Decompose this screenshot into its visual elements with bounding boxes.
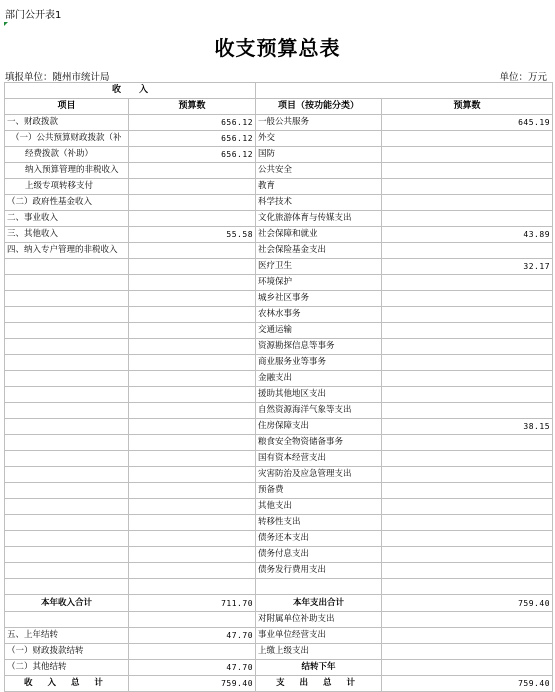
table-body [5,115,553,595]
income-value-cell: 656.12 [129,115,256,131]
income-item-cell: （二）其他结转 [5,660,129,676]
table-row [5,179,553,195]
table-row [5,467,553,483]
income-item-cell [5,419,129,435]
expend-value-cell: 43.89 [382,227,553,243]
income-value-cell [129,259,256,275]
expend-item-cell: 债务付息支出 [256,547,382,563]
expend-value-cell [382,499,553,515]
expend-value-cell [382,371,553,387]
income-item-cell [5,531,129,547]
income-item-cell [5,387,129,403]
income-value-cell [129,547,256,563]
table-bottom [5,612,553,676]
income-item-cell [5,355,129,371]
table-row [5,115,553,131]
income-item-cell [5,483,129,499]
expend-item-cell: 社会保险基金支出 [256,243,382,259]
expend-item-cell: 转移性支出 [256,515,382,531]
col-budget: 预算数 [129,99,256,115]
expend-item-cell: 粮食安全物资储备事务 [256,435,382,451]
expend-value-cell: 32.17 [382,259,553,275]
income-item-cell: 五、上年结转 [5,628,129,644]
table-row [5,291,553,307]
income-header: 收 入 [5,83,256,99]
table-tag: 部门公开表1 [5,10,62,21]
table-row [5,307,553,323]
expend-item-cell: 一般公共服务 [256,115,382,131]
expend-value-cell [382,275,553,291]
expend-item-cell: 国有资本经营支出 [256,451,382,467]
expend-item-cell: 公共安全 [256,163,382,179]
sum-expend-label: 本年支出合计 [256,595,382,612]
income-value-cell [129,467,256,483]
income-item-cell: 二、事业收入 [5,211,129,227]
expend-item-cell: 农林水事务 [256,307,382,323]
expend-value-cell [382,547,553,563]
expend-item-cell: 事业单位经营支出 [256,628,382,644]
expend-item-cell: 对附属单位补助支出 [256,612,382,628]
expend-item-cell: 文化旅游体育与传媒支出 [256,211,382,227]
expend-value-cell [382,211,553,227]
expend-value-cell: 645.19 [382,115,553,131]
table-row [5,515,553,531]
income-value-cell [129,451,256,467]
income-value-cell [129,339,256,355]
income-value-cell [129,483,256,499]
expend-value-cell [382,563,553,579]
income-item-cell: 纳入预算管理的非税收入 [5,163,129,179]
expend-item-cell: 结转下年 [256,660,382,676]
table-row [5,499,553,515]
total-income-value: 759.40 [129,676,256,692]
table-row [5,211,553,227]
income-value-cell [129,515,256,531]
table-row [5,131,553,147]
expend-value-cell [382,660,553,676]
income-value-cell [129,179,256,195]
header-row-1 [5,83,553,99]
col-item-right: 项目（按功能分类） [256,99,382,115]
currency-unit: 单位：万元 [499,72,547,83]
table-row [5,259,553,275]
income-item-cell [5,275,129,291]
table-row [5,147,553,163]
income-item-cell: 经费拨款（补助） [5,147,129,163]
income-item-cell: 一、财政拨款 [5,115,129,131]
table-row [5,339,553,355]
income-value-cell [129,355,256,371]
income-value-cell [129,323,256,339]
sum-expend-value: 759.40 [382,595,553,612]
expend-item-cell: 国防 [256,147,382,163]
header-row-2 [5,99,553,115]
expend-item-cell: 医疗卫生 [256,259,382,275]
income-item-cell: （二）政府性基金收入 [5,195,129,211]
reporting-unit: 填报单位：随州市统计局 [5,72,110,83]
expend-value-cell [382,387,553,403]
table-row [5,371,553,387]
income-value-cell [129,195,256,211]
income-value-cell [129,499,256,515]
total-income-label: 收 入 总 计 [5,676,129,692]
income-value-cell: 656.12 [129,131,256,147]
income-item-cell [5,515,129,531]
income-value-cell [129,371,256,387]
income-value-cell [129,563,256,579]
total-expend-value: 759.40 [382,676,553,692]
income-value-cell [129,419,256,435]
income-item-cell [5,291,129,307]
table-row [5,227,553,243]
expend-item-cell [256,579,382,595]
expend-item-cell: 教育 [256,179,382,195]
expend-value-cell [382,467,553,483]
income-value-cell: 47.70 [129,628,256,644]
income-item-cell [5,371,129,387]
expend-value-cell: 38.15 [382,419,553,435]
table-row [5,612,553,628]
income-value-cell [129,387,256,403]
income-value-cell [129,163,256,179]
income-item-cell [5,403,129,419]
table-row [5,387,553,403]
income-value-cell [129,243,256,259]
table-row [5,403,553,419]
income-item-cell: （一）财政拨款结转 [5,644,129,660]
expend-value-cell [382,644,553,660]
table-row [5,563,553,579]
table-row [5,628,553,644]
income-value-cell [129,307,256,323]
income-value-cell [129,644,256,660]
page-title: 收支预算总表 [214,36,341,60]
income-value-cell [129,291,256,307]
income-item-cell: （一）公共预算财政拨款（补 [5,131,129,147]
table-row [5,435,553,451]
expend-item-cell: 上缴上级支出 [256,644,382,660]
sum-row [5,595,553,612]
expend-item-cell: 债务还本支出 [256,531,382,547]
income-item-cell: 上级专项转移支付 [5,179,129,195]
income-item-cell [5,307,129,323]
expend-value-cell [382,147,553,163]
table-row [5,579,553,595]
expend-item-cell: 社会保障和就业 [256,227,382,243]
expend-item-cell: 资源勘探信息等事务 [256,339,382,355]
budget-table [4,82,553,692]
sum-income-label: 本年收入合计 [5,595,129,612]
expend-item-cell: 环境保护 [256,275,382,291]
expend-item-cell: 外交 [256,131,382,147]
income-item-cell: 三、其他收入 [5,227,129,243]
income-value-cell: 656.12 [129,147,256,163]
total-expend-label: 支 出 总 计 [256,676,382,692]
expend-item-cell: 商业服务业等事务 [256,355,382,371]
expend-value-cell [382,179,553,195]
expend-header [256,83,553,99]
table-row [5,355,553,371]
income-item-cell [5,323,129,339]
col-item: 项目 [5,99,129,115]
table-row [5,419,553,435]
income-item-cell [5,467,129,483]
expend-item-cell: 自然资源海洋气象等支出 [256,403,382,419]
income-item-cell [5,579,129,595]
expend-item-cell: 预备费 [256,483,382,499]
income-value-cell [129,435,256,451]
income-item-cell [5,563,129,579]
table-row [5,547,553,563]
table-row [5,195,553,211]
table-row [5,483,553,499]
col-budget-right: 预算数 [382,99,553,115]
table-row [5,323,553,339]
income-item-cell [5,435,129,451]
income-item-cell: 四、纳入专户管理的非税收入 [5,243,129,259]
table-row [5,163,553,179]
income-value-cell [129,612,256,628]
expend-value-cell [382,483,553,499]
table-row [5,644,553,660]
income-value-cell [129,275,256,291]
green-corner-icon [4,22,8,26]
expend-item-cell: 科学技术 [256,195,382,211]
income-item-cell [5,259,129,275]
expend-item-cell: 城乡社区事务 [256,291,382,307]
table-row [5,275,553,291]
income-value-cell [129,579,256,595]
expend-item-cell: 金融支出 [256,371,382,387]
expend-value-cell [382,131,553,147]
expend-item-cell: 住房保障支出 [256,419,382,435]
income-item-cell [5,612,129,628]
expend-item-cell: 灾害防治及应急管理支出 [256,467,382,483]
income-value-cell: 47.70 [129,660,256,676]
expend-value-cell [382,531,553,547]
table-row [5,660,553,676]
sum-income-value: 711.70 [129,595,256,612]
expend-value-cell [382,515,553,531]
income-value-cell [129,403,256,419]
expend-item-cell: 交通运输 [256,323,382,339]
table-row [5,243,553,259]
expend-value-cell [382,628,553,644]
expend-value-cell [382,323,553,339]
income-item-cell [5,339,129,355]
expend-value-cell [382,435,553,451]
expend-value-cell [382,195,553,211]
expend-value-cell [382,291,553,307]
income-value-cell [129,211,256,227]
expend-value-cell [382,451,553,467]
total-row [5,676,553,692]
expend-item-cell: 其他支出 [256,499,382,515]
expend-value-cell [382,403,553,419]
expend-item-cell: 援助其他地区支出 [256,387,382,403]
expend-value-cell [382,307,553,323]
expend-value-cell [382,612,553,628]
expend-value-cell [382,355,553,371]
income-value-cell [129,531,256,547]
expend-value-cell [382,339,553,355]
expend-value-cell [382,163,553,179]
income-item-cell [5,499,129,515]
table-row [5,451,553,467]
income-item-cell [5,547,129,563]
income-item-cell [5,451,129,467]
expend-item-cell: 债务发行费用支出 [256,563,382,579]
expend-value-cell [382,579,553,595]
table-row [5,531,553,547]
income-value-cell: 55.58 [129,227,256,243]
expend-value-cell [382,243,553,259]
